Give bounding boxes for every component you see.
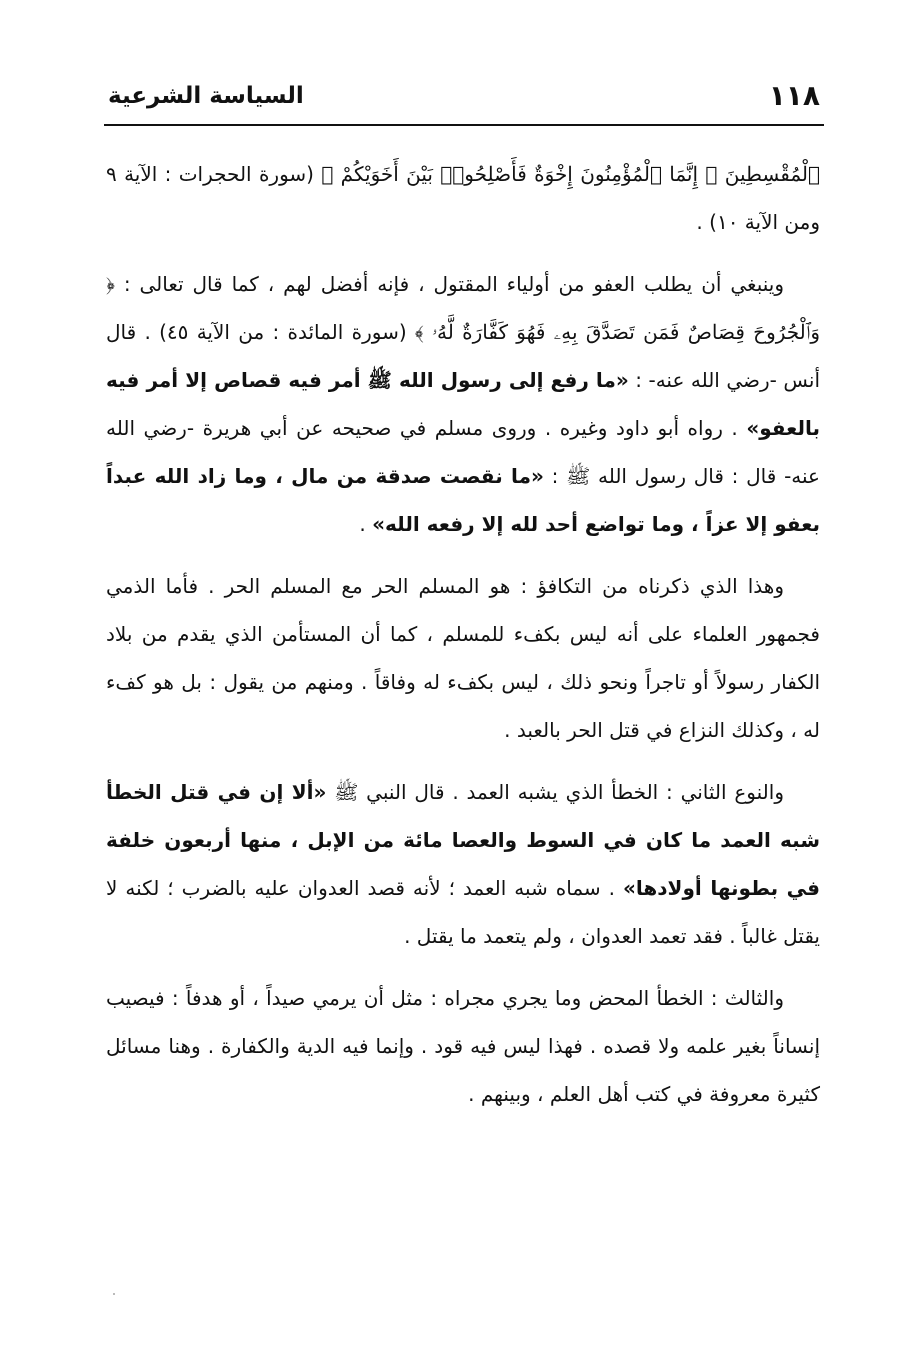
paragraph-text: وينبغي أن يطلب العفو من أولياء المقتول ، فإنه أفضل لهم ، كما قال تعالى : bbox=[114, 272, 784, 296]
paragraph-equivalence: وهذا الذي ذكرناه من التكافؤ : هو المسلم الحر مع المسلم الحر . فأما الذمي فجمهور العلماء على أنه ليس بكفء للمسلم ، كما أن المستأمن الذي يقدم من بلاد الكفار رسولاً أو تاجراً ونحو ذلك ، ليس بكفء له وفاقاً . ومنهم من يقول : بل هو كفء له ، وكذلك النزاع في قتل الحر بالعبد . bbox=[106, 574, 820, 742]
hadith-quote: «ما رفع إلى رسول الله ﷺ أمر فيه قصاص إلا أمر فيه بالعفو» bbox=[106, 368, 820, 440]
body-text bbox=[106, 150, 820, 1118]
header-rule bbox=[104, 124, 824, 126]
hadith-quote: «ألا إن في قتل الخطأ شبه العمد ما كان في السوط والعصا مائة من الإبل ، منها أربعون خلفة في بطونها أولادها» bbox=[106, 780, 821, 900]
scan-speck bbox=[113, 1293, 115, 1295]
page-number: ١١٨ bbox=[768, 79, 820, 112]
paragraph-text: . bbox=[359, 512, 373, 536]
paragraph-pardon bbox=[106, 260, 820, 548]
book-title: السياسة الشرعية bbox=[108, 83, 304, 109]
verse-reference: (سورة المائدة : من الآية ٤٥) . قال أنس -رضي الله عنه- : bbox=[106, 320, 820, 392]
paragraph-verse-continuation bbox=[106, 150, 820, 246]
paragraph-text: والنوع الثاني : الخطأ الذي يشبه العمد . قال النبي ﷺ bbox=[326, 780, 784, 804]
quran-verse: ٱلْمُقْسِطِينَ ۞ إِنَّمَا ٱلْمُؤْمِنُونَ إِخْوَةٌ فَأَصْلِحُوا۟ بَيْنَ أَخَوَيْكُمْ ﴾ bbox=[321, 162, 820, 186]
paragraph-second-type bbox=[106, 768, 820, 960]
paragraph-third-type: والثالث : الخطأ المحض وما يجري مجراه : مثل أن يرمي صيداً ، أو هدفاً : فيصيب إنساناً بغير علمه ولا قصده . فهذا ليس فيه قود . وإنما فيه الدية والكفارة . وهنا مسائل كثيرة معروفة في كتب أهل العلم ، وبينهم . bbox=[106, 986, 820, 1106]
running-header bbox=[108, 78, 820, 114]
paragraph-text: . سماه شبه العمد ؛ لأنه قصد العدوان عليه بالضرب ؛ لكنه لا يقتل غالباً . فقد تعمد العدوان ، ولم يتعمد ما يقتل . bbox=[106, 876, 820, 948]
quran-verse: ﴿ وَٱلْجُرُوحَ قِصَاصٌ فَمَن تَصَدَّقَ بِهِۦ فَهُوَ كَفَّارَةٌ لَّهُۥ ﴾ bbox=[106, 272, 821, 344]
paragraph-text: . رواه أبو داود وغيره . وروى مسلم في صحيحه عن أبي هريرة -رضي الله عنه- قال : قال رسول الله ﷺ : bbox=[106, 416, 820, 488]
hadith-quote: «ما نقصت صدقة من مال ، وما زاد الله عبداً بعفو إلا عزاً ، وما تواضع أحد لله إلا رفعه الله» bbox=[106, 464, 820, 536]
verse-reference: (سورة الحجرات : الآية ٩ ومن الآية ١٠) . bbox=[106, 162, 820, 234]
